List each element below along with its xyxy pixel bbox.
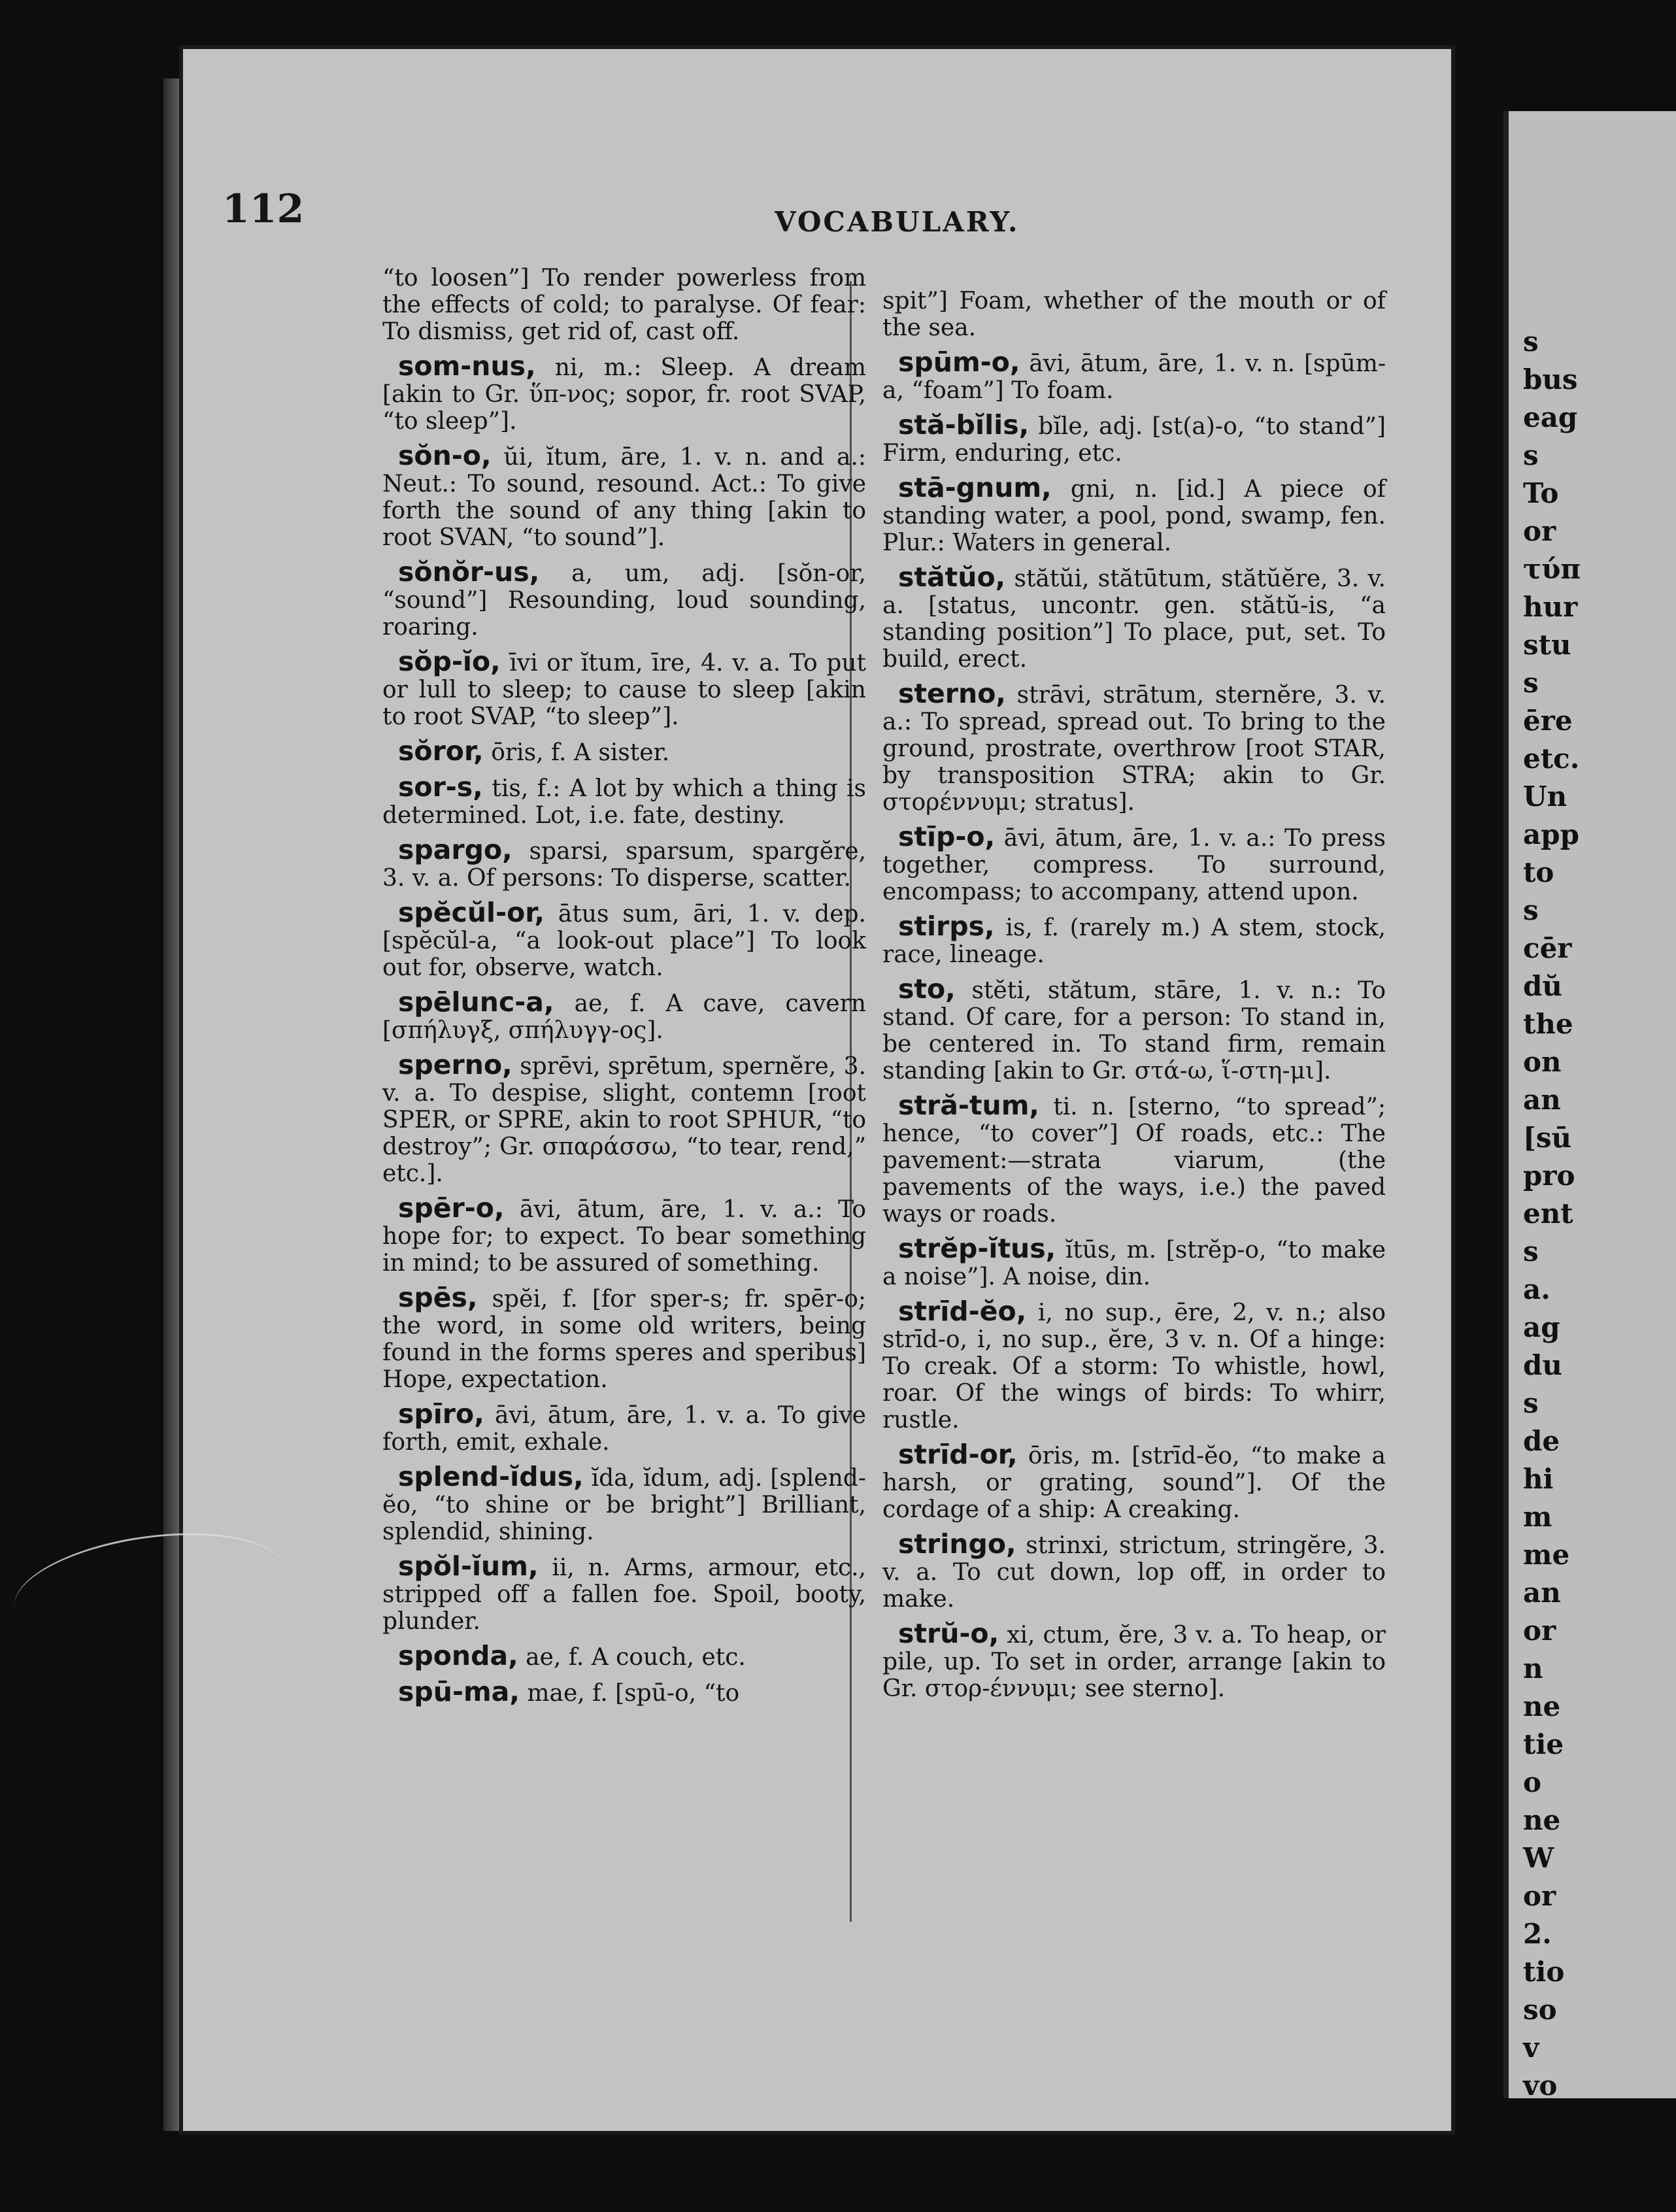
adjacent-page-fragment: 2.	[1523, 1918, 1552, 1950]
adjacent-page-fragment: a.	[1523, 1273, 1550, 1305]
adjacent-page-fragment: or	[1523, 1615, 1556, 1647]
adjacent-page-fragment: s	[1523, 1235, 1539, 1267]
adjacent-page-fragment: the	[1523, 1008, 1573, 1040]
dictionary-entry	[382, 1676, 866, 1707]
entry-definition: is, f. (rarely m.) A stem, stock, race, lineage.	[882, 914, 1386, 968]
dictionary-entry	[382, 1049, 866, 1187]
dictionary-entry	[382, 1550, 866, 1635]
adjacent-page-fragment: me	[1523, 1539, 1570, 1571]
entry-headword: sŏnŏr-us,	[398, 556, 540, 588]
entry-headword: spīro,	[398, 1398, 484, 1430]
entry-definition: ŭi, ĭtum, āre, 1. v. n. and a.: Neut.: To sound, resound. Act.: To give forth the sound of any thing [akin to root SVAN, “to sound”].	[382, 444, 866, 551]
adjacent-page-fragment: eag	[1523, 401, 1578, 433]
dictionary-entry	[382, 986, 866, 1044]
adjacent-page-fragment: n	[1523, 1652, 1543, 1684]
entry-headword: stră-tum,	[898, 1090, 1039, 1121]
entry-definition: ni, m.: Sleep. A dream [akin to Gr. ὕπ-νος; sopor, fr. root SVAP, “to sleep”].	[382, 354, 866, 435]
adjacent-page-fragment: an	[1523, 1084, 1561, 1116]
dictionary-entry	[882, 1441, 1386, 1523]
dictionary-entry	[382, 648, 866, 730]
adjacent-page-fragment: du	[1523, 1349, 1562, 1381]
entry-headword: sterno,	[898, 678, 1006, 709]
entry-headword: sŏn-o,	[398, 440, 492, 471]
adjacent-page-fragment: cēr	[1523, 932, 1572, 964]
adjacent-page-fragment: W	[1523, 1842, 1554, 1874]
dictionary-entry	[382, 350, 866, 435]
dictionary-entry	[882, 409, 1386, 467]
entry-definition: āvi, ātum, āre, 1. v. a.: To hope for; to expect. To bear something in mind; to be assured of something.	[382, 1196, 866, 1277]
entry-definition: stĕti, stătum, stāre, 1. v. n.: To stand. Of care, for a person: To stand in, be centered in. To stand firm, remain standing [akin to Gr. στά-ω, ἵ-στη-μι].	[882, 977, 1386, 1084]
entry-definition: āvi, ātum, āre, 1. v. n. [spūm-a, “foam”] To foam.	[882, 350, 1386, 404]
entry-definition: ĭtūs, m. [strĕp-o, “to make a noise”]. A noise, din.	[882, 1237, 1386, 1290]
dictionary-entry	[382, 1640, 866, 1671]
adjacent-page-fragment: hur	[1523, 591, 1578, 623]
adjacent-page-fragment: hi	[1523, 1463, 1554, 1495]
entry-definition: ae, f. A couch, etc.	[526, 1644, 746, 1671]
dictionary-entry	[882, 288, 1386, 341]
adjacent-page-fragment: [sū	[1523, 1122, 1572, 1154]
adjacent-page-fragment: app	[1523, 818, 1579, 850]
entry-definition: tis, f.: A lot by which a thing is determined. Lot, i.e. fate, destiny.	[382, 775, 866, 829]
entry-headword: stă-bĭlis,	[898, 409, 1030, 441]
running-head: VOCABULARY.	[775, 206, 1020, 238]
adjacent-page-fragment: s	[1523, 1387, 1539, 1419]
right-column	[882, 288, 1386, 1710]
adjacent-page-fragment: s	[1523, 667, 1539, 699]
entry-definition: ii, n. Arms, armour, etc., stripped off a fallen foe. Spoil, booty, plunder.	[382, 1554, 866, 1635]
entry-definition: āvi, ātum, āre, 1. v. a. To give forth, emit, exhale.	[382, 1402, 866, 1456]
dictionary-entry	[382, 265, 866, 345]
dictionary-entry	[882, 561, 1386, 673]
entry-definition: i, no sup., ēre, 2, v. n.; also strīd-o, i, no sup., ĕre, 3 v. n. Of a hinge: To creak. Of a storm: To whistle, howl, roar. Of the wings of birds: To whirr, rustle.	[882, 1299, 1386, 1433]
entry-headword: spĕcŭl-or,	[398, 897, 545, 928]
dictionary-entry	[382, 1398, 866, 1456]
entry-definition: mae, f. [spū-o, “to	[527, 1680, 740, 1707]
dictionary-entry	[382, 1461, 866, 1545]
entry-definition: spit”] Foam, whether of the mouth or of the sea.	[882, 288, 1386, 341]
adjacent-page-fragment: stu	[1523, 629, 1571, 661]
dictionary-entry	[882, 821, 1386, 905]
entry-headword: spargo,	[398, 834, 512, 865]
entry-headword: spūm-o,	[898, 346, 1020, 378]
dictionary-entry	[382, 899, 866, 981]
adjacent-page-fragment: tie	[1523, 1728, 1564, 1760]
entry-headword: sŏp-ĭo,	[398, 646, 501, 677]
entry-definition: spĕi, f. [for sper-s; fr. spēr-o; the word, in some old writers, being found in the forms speres and speribus] Hope, expectation.	[382, 1286, 866, 1393]
dictionary-entry	[882, 1092, 1386, 1228]
dictionary-entry	[882, 913, 1386, 968]
entry-headword: stătŭo,	[898, 561, 1006, 593]
adjacent-page-fragment: ag	[1523, 1311, 1560, 1343]
entry-definition: a, um, adj. [sŏn-or, “sound”] Resounding, loud sounding, roaring.	[382, 560, 867, 641]
adjacent-page-fragment: on	[1523, 1046, 1562, 1078]
entry-headword: spēr-o,	[398, 1192, 505, 1224]
entry-headword: splend-ĭdus,	[398, 1461, 584, 1492]
adjacent-page-fragment: s	[1523, 326, 1539, 358]
entry-definition: strinxi, strictum, stringĕre, 3. v. a. To cut down, lop off, in order to make.	[882, 1532, 1386, 1613]
entry-headword: stā-gnum,	[898, 472, 1052, 503]
entry-headword: spēlunc-a,	[398, 986, 554, 1018]
adjacent-page-fragment: tio	[1523, 1956, 1565, 1988]
entry-definition: gni, n. [id.] A piece of standing water, a pool, pond, swamp, fen. Plur.: Waters in general.	[882, 476, 1386, 556]
entry-definition: ōris, f. A sister.	[491, 739, 670, 766]
entry-definition: ātus sum, āri, 1. v. dep. [spĕcŭl-a, “a look-out place”] To look out for, observe, watch.	[382, 901, 866, 981]
entry-definition: īvi or ĭtum, īre, 4. v. a. To put or lull to sleep; to cause to sleep [akin to root SVAP, “to sleep”].	[382, 650, 866, 730]
adjacent-page-fragment: o	[1523, 1766, 1542, 1798]
adjacent-page-fragment: pro	[1523, 1160, 1575, 1192]
entry-headword: stīp-o,	[898, 821, 996, 852]
entry-headword: strīd-or,	[898, 1439, 1018, 1470]
adjacent-page-fragment: To	[1523, 477, 1559, 509]
dictionary-entry	[882, 973, 1386, 1084]
adjacent-page-fragment: vo	[1523, 2070, 1558, 2102]
dictionary-entry	[382, 1192, 866, 1277]
adjacent-page-fragment: so	[1523, 1994, 1557, 2026]
adjacent-page-fragment: an	[1523, 1577, 1561, 1609]
page-number: 112	[222, 186, 305, 232]
entry-definition: strāvi, strātum, sternĕre, 3. v. a.: To spread, spread out. To bring to the ground, prostrate, overthrow [root STAR, by transposition STRA; akin to Gr. στορέννυμι; stratus].	[882, 682, 1386, 816]
dictionary-entry	[382, 771, 866, 829]
page-edge-shadow	[163, 78, 183, 2131]
adjacent-page-fragment: v	[1523, 2032, 1539, 2064]
dictionary-entry	[382, 1284, 866, 1393]
dictionary-entry	[882, 680, 1386, 816]
entry-headword: stringo,	[898, 1528, 1016, 1560]
entry-headword: som-nus,	[398, 350, 536, 382]
entry-definition: ae, f. A cave, cavern [σπήλυγξ, σπήλυγγ-ος].	[382, 990, 866, 1044]
entry-headword: sperno,	[398, 1049, 512, 1081]
adjacent-page-fragment: or	[1523, 1880, 1556, 1912]
entry-headword: spŏl-ĭum,	[398, 1550, 539, 1582]
entry-definition: stătŭi, stătūtum, stătŭĕre, 3. v. a. [status, uncontr. gen. stătŭ-is, “a standing position”] To place, put, set. To build, erect.	[882, 565, 1386, 673]
dictionary-entry	[882, 1528, 1386, 1613]
entry-definition: sprēvi, sprētum, spernĕre, 3. v. a. To despise, slight, contemn [root SPER, or SPRE, akin to root SPHUR, “to destroy”; Gr. σπαράσσω, “to tear, rend,” etc.].	[382, 1053, 866, 1187]
entry-headword: strīd-ĕo,	[898, 1296, 1027, 1327]
adjacent-page-fragment: τύπ	[1523, 553, 1581, 585]
dictionary-entry	[882, 1298, 1386, 1433]
adjacent-page-fragment: etc.	[1523, 743, 1580, 775]
dictionary-entry	[382, 834, 866, 892]
dictionary-entry	[382, 440, 866, 551]
entry-headword: spēs,	[398, 1282, 478, 1313]
adjacent-page-fragment: m	[1523, 1501, 1552, 1533]
entry-definition: “to loosen”] To render powerless from the effects of cold; to paralyse. Of fear: To dismiss, get rid of, cast off.	[382, 265, 866, 345]
entry-headword: stirps,	[898, 911, 995, 942]
adjacent-page-fragment: ent	[1523, 1198, 1573, 1230]
dictionary-entry	[882, 1235, 1386, 1290]
entry-headword: strŭ-o,	[898, 1618, 999, 1649]
entry-headword: spū-ma,	[398, 1676, 520, 1707]
adjacent-page-fragment: dŭ	[1523, 970, 1562, 1002]
adjacent-page-fragment: s	[1523, 894, 1539, 926]
adjacent-page-fragment: to	[1523, 856, 1554, 888]
entry-definition: bĭle, adj. [st(a)-o, “to stand”] Firm, enduring, etc.	[882, 413, 1386, 467]
adjacent-page-fragment: bus	[1523, 363, 1578, 395]
entry-headword: sto,	[898, 973, 956, 1005]
adjacent-page-fragment: or	[1523, 515, 1556, 547]
entry-headword: sponda,	[398, 1640, 518, 1671]
left-column	[382, 265, 866, 1715]
adjacent-page-fragment: ēre	[1523, 705, 1573, 737]
entry-headword: sor-s,	[398, 771, 483, 803]
adjacent-page	[1503, 111, 1676, 2102]
entry-definition: āvi, ātum, āre, 1. v. a.: To press together, compress. To surround, encompass; to accompany, attend upon.	[882, 825, 1386, 905]
entry-definition: ōris, m. [strīd-ĕo, “to make a harsh, or grating, sound”]. Of the cordage of a ship: A creaking.	[882, 1443, 1386, 1523]
entry-headword: sŏror,	[398, 735, 484, 767]
dictionary-entry	[382, 735, 866, 767]
dictionary-entry	[882, 472, 1386, 556]
dictionary-entry	[382, 556, 867, 641]
adjacent-page-fragment: s	[1523, 439, 1539, 471]
dictionary-entry	[882, 346, 1386, 404]
entry-definition: ti. n. [sterno, “to spread”; hence, “to cover”] Of roads, etc.: The pavement:—strata viarum, (the pavements of the ways, i.e.) the paved ways or roads.	[882, 1094, 1386, 1228]
entry-definition: sparsi, sparsum, spargĕre, 3. v. a. Of persons: To disperse, scatter.	[382, 838, 866, 892]
dictionary-entry	[882, 1620, 1386, 1702]
entry-definition: ĭda, ĭdum, adj. [splend-ĕo, “to shine or be bright”] Brilliant, splendid, shining.	[382, 1465, 866, 1545]
adjacent-page-fragment: ne	[1523, 1690, 1561, 1722]
entry-definition: xi, ctum, ĕre, 3 v. a. To heap, or pile, up. To set in order, arrange [akin to Gr. στορ-έννυμι; see sterno].	[882, 1622, 1386, 1702]
adjacent-page-fragment: de	[1523, 1425, 1560, 1457]
entry-headword: strĕp-ĭtus,	[898, 1233, 1056, 1264]
adjacent-page-fragment: Un	[1523, 780, 1567, 813]
adjacent-page-fragment: ne	[1523, 1804, 1561, 1836]
